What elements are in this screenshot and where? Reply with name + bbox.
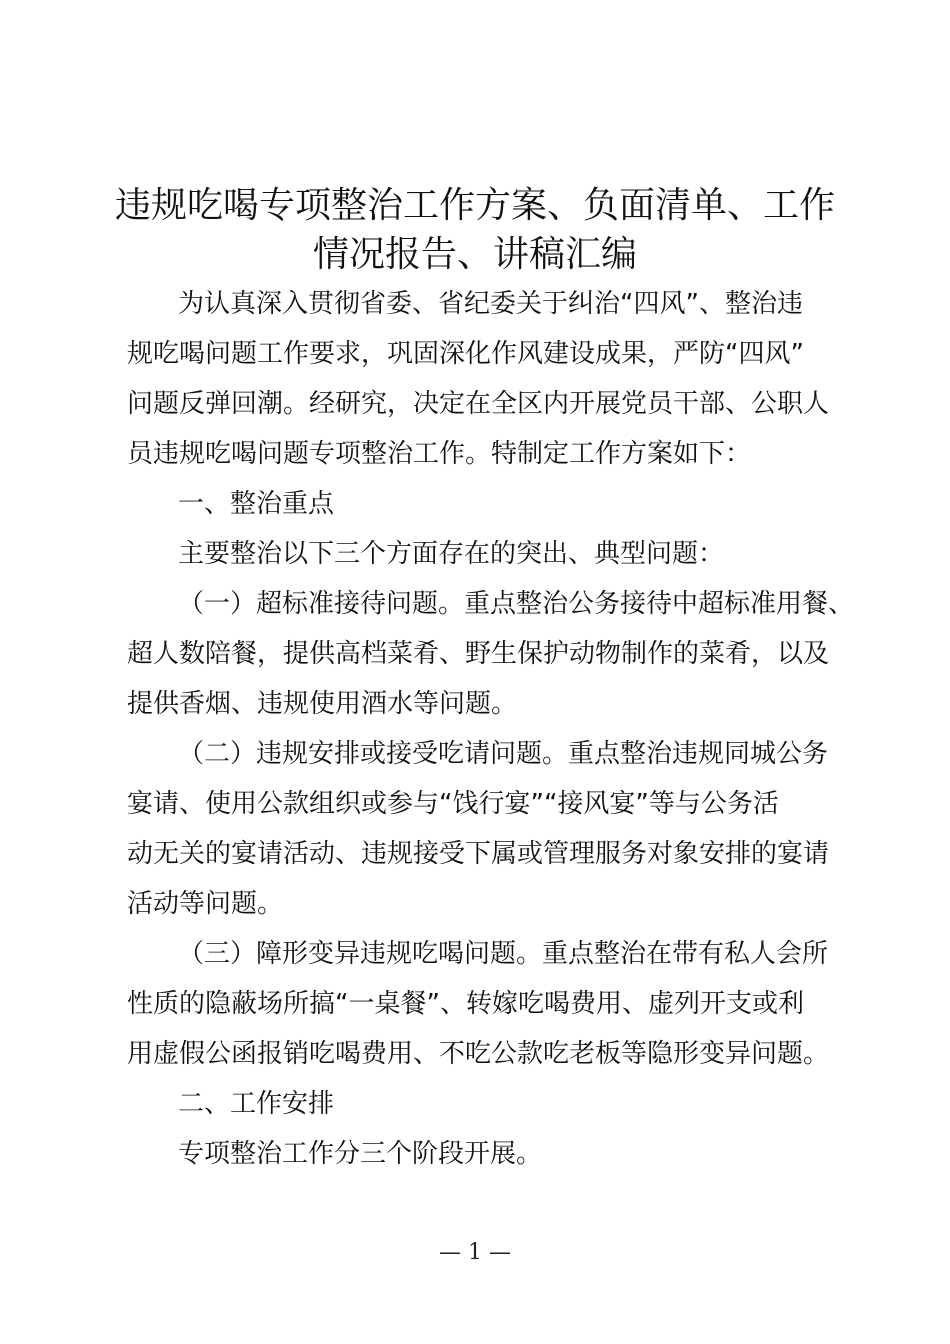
section-heading-1: 一、整治重点 <box>178 489 335 519</box>
body-line-2: 规吃喝问题工作要求，巩固深化作风建设成果，严防“四风” <box>127 339 804 369</box>
body-line-1: 为认真深入贯彻省委、省纪委关于纠治“四风”、整治违 <box>178 289 803 319</box>
section-heading-2: 二、工作安排 <box>178 1089 335 1119</box>
body-line-12: 动无关的宴请活动、违规接受下属或管理服务对象安排的宴请 <box>127 839 830 869</box>
body-line-13: 活动等问题。 <box>127 889 284 919</box>
body-line-4: 员违规吃喝问题专项整治工作。特制定工作方案如下： <box>127 439 752 469</box>
body-line-8: 超人数陪餐，提供高档菜肴、野生保护动物制作的菜肴，以及 <box>127 639 830 669</box>
body-line-10: （二）违规安排或接受吃请问题。重点整治违规同城公务 <box>178 739 829 769</box>
body-line-6: 主要整治以下三个方面存在的突出、典型问题： <box>178 539 725 569</box>
body-line-3: 问题反弹回潮。经研究，决定在全区内开展党员干部、公职人 <box>127 389 830 419</box>
body-line-16: 用虚假公函报销吃喝费用、不吃公款吃老板等隐形变异问题。 <box>127 1039 830 1069</box>
document-title-line-1: 违规吃喝专项整治工作方案、负面清单、工作 <box>114 185 835 226</box>
body-line-14: （三）障形变异违规吃喝问题。重点整治在带有私人会所 <box>178 939 829 969</box>
body-line-18: 专项整治工作分三个阶段开展。 <box>178 1139 543 1169</box>
body-line-11: 宴请、使用公款组织或参与“饯行宴”“接风宴”等与公务活 <box>127 789 779 819</box>
document-title-line-2: 情况报告、讲稿汇编 <box>312 234 637 275</box>
body-line-7: （一）超标准接待问题。重点整治公务接待中超标准用餐、 <box>178 589 855 619</box>
page-number: — 1 — <box>439 1240 511 1265</box>
body-line-15: 性质的隐蔽场所搞“一桌餐”、转嫁吃喝费用、虚列开支或利 <box>127 989 804 1019</box>
body-line-9: 提供香烟、违规使用酒水等问题。 <box>127 689 518 719</box>
